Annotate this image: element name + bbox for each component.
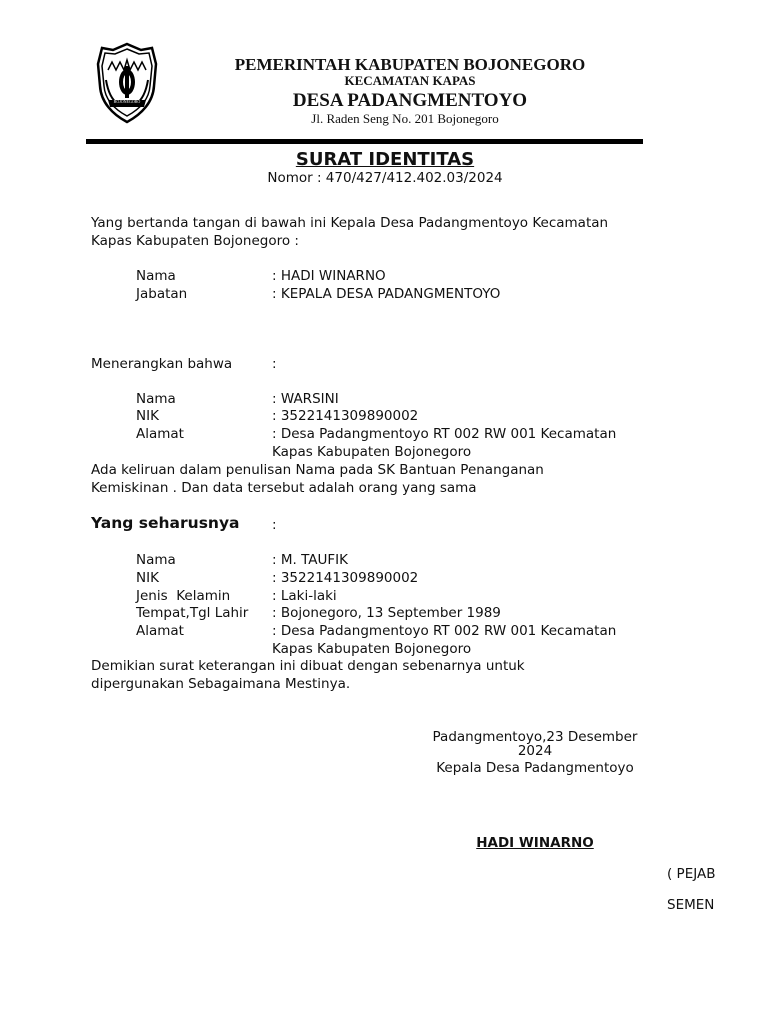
closing-line-2: dipergunakan Sebagaimana Mestinya. <box>91 676 351 692</box>
letterhead-address: Jl. Raden Seng No. 201 Bojonegoro <box>311 111 499 126</box>
person2-address-label: Alamat <box>136 623 184 639</box>
signer-position-label: Jabatan <box>136 286 188 302</box>
letterhead-village: DESA PADANGMENTOYO <box>292 90 528 111</box>
error-note-line-1: Ada keliruan dalam penulisan Nama pada SK Bantuan Penanganan <box>91 462 544 478</box>
person1-nik-label: NIK <box>136 408 159 424</box>
signature-place-date: Padangmentoyo,23 Desember <box>432 729 638 745</box>
person2-address-continued: Kapas Kabupaten Bojonegoro <box>272 641 472 657</box>
signer-name-label: Nama <box>136 268 176 284</box>
signature-name: HADI WINARNO <box>476 835 594 851</box>
statement-colon: : <box>272 356 277 372</box>
correction-heading: Yang seharusnya <box>91 514 240 532</box>
signer-position-value: : KEPALA DESA PADANGMENTOYO <box>272 286 501 302</box>
fragment-semen: SEMEN <box>667 897 715 913</box>
person2-name-value: : M. TAUFIK <box>272 552 348 568</box>
person2-birth-value: : Bojonegoro, 13 September 1989 <box>272 605 501 621</box>
fragment-pejab: ( PEJAB <box>667 866 716 882</box>
intro-line-2: Kapas Kabupaten Bojonegoro : <box>91 233 299 249</box>
signature-year: 2024 <box>517 743 553 759</box>
document-number: Nomor : 470/427/412.402.03/2024 <box>267 170 503 186</box>
person1-address-value: : Desa Padangmentoyo RT 002 RW 001 Kecamatan <box>272 426 617 442</box>
person2-nik-label: NIK <box>136 570 159 586</box>
signature-position: Kepala Desa Padangmentoyo <box>436 760 634 776</box>
person1-nik-value: : 3522141309890002 <box>272 408 419 424</box>
person2-gender-label: Jenis Kelamin <box>136 588 231 604</box>
person2-birth-label: Tempat,Tgl Lahir <box>136 605 249 621</box>
letterhead-divider <box>86 139 643 144</box>
person1-address-continued: Kapas Kabupaten Bojonegoro <box>272 444 472 460</box>
error-note-line-2: Kemiskinan . Dan data tersebut adalah orang yang sama <box>91 480 477 496</box>
person1-name-value: : WARSINI <box>272 391 339 407</box>
letterhead-government: PEMERINTAH KABUPATEN BOJONEGORO <box>234 55 586 74</box>
person2-nik-value: : 3522141309890002 <box>272 570 419 586</box>
statement-label: Menerangkan bahwa <box>91 356 233 372</box>
letterhead-district: KECAMATAN KAPAS <box>344 73 476 88</box>
document-title: SURAT IDENTITAS <box>295 149 475 170</box>
person2-name-label: Nama <box>136 552 176 568</box>
letterhead-logo <box>94 40 160 126</box>
person1-name-label: Nama <box>136 391 176 407</box>
person2-gender-value: : Laki-laki <box>272 588 337 604</box>
logo-text: BOJONEGORO <box>113 99 141 104</box>
intro-line-1: Yang bertanda tangan di bawah ini Kepala Desa Padangmentoyo Kecamatan <box>91 215 609 231</box>
correction-colon: : <box>272 517 277 533</box>
person1-address-label: Alamat <box>136 426 184 442</box>
bojonegoro-emblem-icon <box>94 40 160 126</box>
person2-address-value: : Desa Padangmentoyo RT 002 RW 001 Kecamatan <box>272 623 617 639</box>
closing-line-1: Demikian surat keterangan ini dibuat dengan sebenarnya untuk <box>91 658 525 674</box>
signer-name-value: : HADI WINARNO <box>272 268 386 284</box>
